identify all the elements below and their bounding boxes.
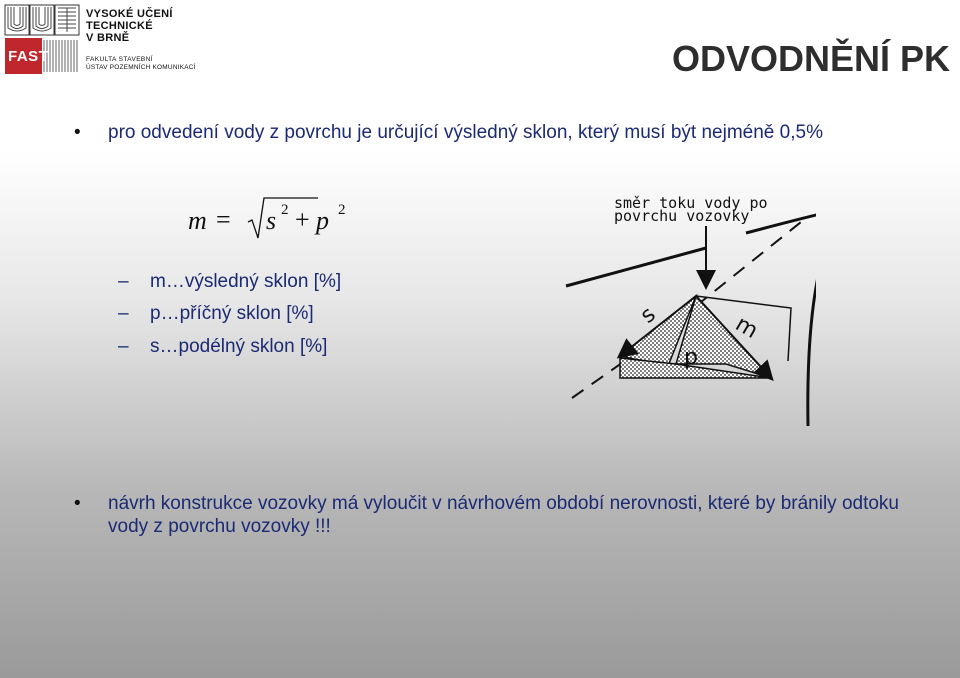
formula-exp-1: 2: [281, 202, 289, 218]
definition-var-s: s: [150, 336, 160, 357]
bullet-text-1: pro odvedení vody z povrchu je určující výsledný sklon, který musí být nejméně 0,5%: [108, 122, 823, 143]
logo-line-4: FAKULTA STAVEBNÍ: [86, 56, 153, 63]
logo-line-2: TECHNICKÉ: [86, 20, 153, 32]
definition-s: [118, 335, 327, 358]
road-edge-line: [566, 248, 706, 286]
definition-var-m: m: [150, 271, 166, 292]
formula-plus: +: [295, 205, 310, 234]
bullet-item-2: [74, 492, 928, 538]
definition-m: [118, 270, 341, 293]
bullet-dot-icon: •: [74, 493, 81, 514]
diagram-caption-line-2: povrchu vozovky: [614, 207, 750, 225]
bullet-dot-icon: •: [74, 122, 81, 143]
definition-var-p: p: [150, 303, 161, 324]
diagram-caption-line-1: směr toku vody po: [614, 194, 768, 212]
slope-formula: [188, 194, 358, 244]
bullet-text-2: návrh konstrukce vozovky má vyloučit v návrhovém období nerovnosti, které by bránily odtoku vody z povrchu vozovky !!!: [108, 493, 899, 537]
definition-dash: –: [118, 271, 129, 292]
road-right-edge: [808, 246, 816, 426]
page-title: ODVODNĚNÍ PK: [671, 38, 950, 79]
university-emblem-icon: [4, 4, 80, 76]
logo-text: [86, 8, 196, 72]
logo-mark: FAST: [8, 48, 49, 65]
formula-term-p: p: [316, 206, 329, 235]
definition-p: [118, 302, 314, 325]
formula-term-s: s: [266, 206, 277, 235]
logo-line-5: ÚSTAV POZEMNÍCH KOMUNIKACÍ: [86, 64, 196, 71]
label-p: p: [684, 345, 698, 370]
formula-lhs: m: [188, 206, 207, 235]
definition-dash: –: [118, 303, 129, 324]
definition-text-m: …výsledný sklon [%]: [165, 271, 342, 292]
definition-text-s: …podélný sklon [%]: [159, 336, 328, 357]
formula-equals: =: [216, 205, 231, 234]
definition-dash: –: [118, 336, 129, 357]
formula-exp-2: 2: [338, 202, 346, 218]
bullet-item-1: [74, 121, 908, 144]
slope-diagram: [556, 186, 816, 436]
label-m: m: [731, 311, 763, 344]
label-s: s: [635, 302, 661, 329]
logo-line-1: VYSOKÉ UČENÍ: [86, 8, 173, 20]
definition-text-p: …příčný sklon [%]: [160, 303, 314, 324]
faculty-logo: [4, 4, 204, 76]
logo-line-3: V BRNĚ: [86, 32, 130, 44]
